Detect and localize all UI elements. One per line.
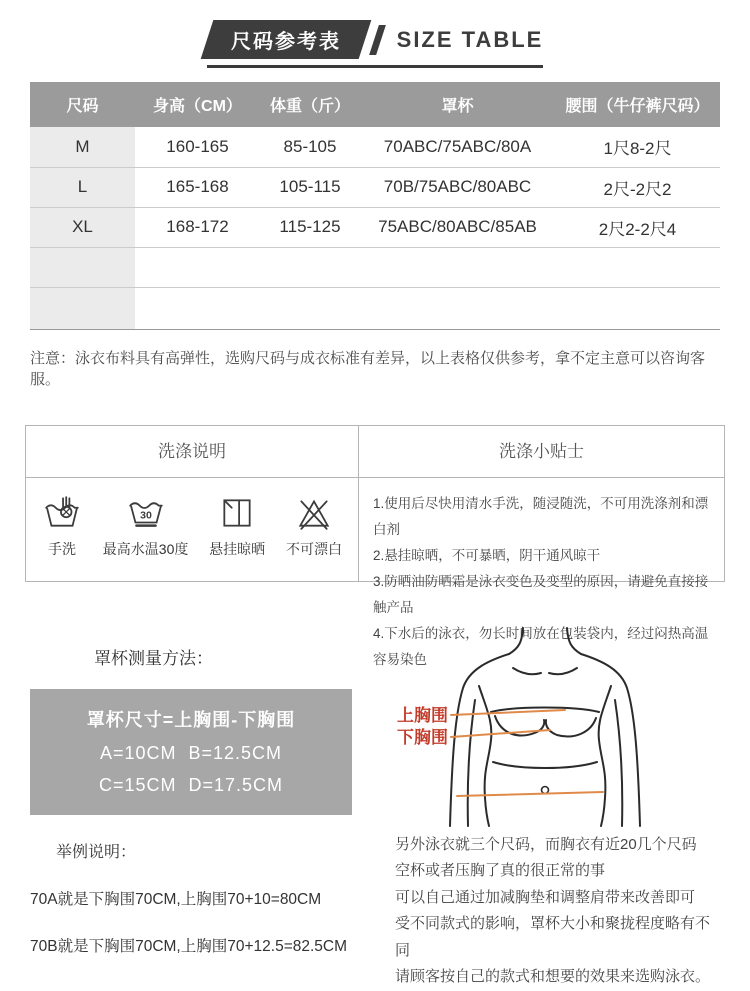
torso-diagram-icon: [395, 628, 695, 828]
bottom-notes: [395, 832, 720, 991]
tip-line: 4.下水后的泳衣，勿长时间放在包装袋内，经过闷热高温容易染色: [373, 625, 709, 667]
table-row: [30, 127, 720, 167]
lower-bust-label: 下胸围: [397, 727, 448, 747]
formula-line-cd: C=15CM D=17.5CM: [98, 774, 284, 795]
cell-height: 165-168: [135, 167, 260, 207]
waist-line: [457, 792, 603, 796]
bottom-note-line: 请顾客按自己的款式和想要的效果来选购泳衣。: [395, 968, 711, 985]
example-title: 举例说明：: [56, 843, 137, 861]
cell-cup: 75ABC/80ABC/85AB: [360, 207, 555, 247]
cell-waist: 1尺8-2尺: [555, 127, 720, 167]
cell-weight: 85-105: [260, 127, 360, 167]
col-height: 身高（CM）: [135, 82, 260, 127]
torso-figure: [395, 628, 695, 828]
formula-line-ab: A=10CM B=12.5CM: [99, 742, 283, 763]
title-badge-text: 尺码参考表: [230, 31, 341, 53]
formula-heading: 罩杯尺寸=上胸围-下胸围: [86, 709, 296, 730]
max-temp-item: [103, 494, 189, 559]
cell-weight: 115-125: [260, 207, 360, 247]
hand-wash-label: 手洗: [48, 540, 76, 557]
table-header-row: [30, 82, 720, 127]
hang-dry-label: 悬挂晾晒: [209, 540, 266, 557]
washing-icons: [26, 478, 358, 559]
table-row: [30, 207, 720, 247]
cell-waist: 2尺-2尺2: [555, 167, 720, 207]
max-temp-label: 最高水温30度: [102, 540, 189, 557]
bottom-note-line: 受不同款式的影响，罩杯大小和聚拢程度略有不同: [395, 915, 711, 959]
page-header: [0, 0, 750, 68]
hang-dry-icon: [218, 494, 256, 532]
upper-bust-label: 上胸围: [397, 705, 448, 725]
col-cup: 罩杯: [360, 82, 555, 127]
hand-wash-item: [42, 494, 82, 559]
cell-cup: 70B/75ABC/80ABC: [360, 167, 555, 207]
formula-box: [30, 689, 352, 815]
size-table: [30, 82, 720, 330]
measurement-title: 罩杯测量方法：: [94, 648, 213, 668]
tip-line: 3.防晒油防晒霜是泳衣变色及变型的原因，请避免直接接触产品: [373, 573, 709, 615]
washing-instructions-title: 洗涤说明: [26, 426, 358, 478]
page-title: SIZE TABLE: [396, 26, 544, 52]
cell-height: 160-165: [135, 127, 260, 167]
table-row: [30, 167, 720, 207]
bottom-note-line: 可以自己通过加减胸垫和调整肩带来改善即可: [395, 888, 696, 906]
slash-decoration: [369, 25, 386, 55]
no-bleach-item: [286, 494, 342, 559]
measurement-right: [395, 628, 720, 991]
measurement-section: [0, 628, 750, 991]
table-row-empty: [30, 247, 720, 287]
cell-cup: 70ABC/75ABC/80A: [360, 127, 555, 167]
cell-size: XL: [30, 207, 135, 247]
size-note: 注意：泳衣布料具有高弹性，选购尺码与成衣标准有差异，以上表格仅供参考，拿不定主意可以咨询客服。: [30, 349, 706, 388]
no-bleach-icon: [295, 494, 333, 532]
upper-bust-line: [451, 710, 565, 715]
title-group: [207, 20, 544, 68]
title-badge: [200, 20, 371, 59]
cell-weight: 105-115: [260, 167, 360, 207]
bottom-note-line: 空杯或者压胸了真的很正常的事: [395, 862, 606, 879]
col-size: 尺码: [30, 82, 135, 127]
tip-line: 1.使用后尽快用清水手洗，随浸随洗，不可用洗涤剂和漂白剂: [373, 495, 709, 537]
col-waist: 腰围（牛仔裤尺码）: [555, 82, 720, 127]
cell-size: M: [30, 127, 135, 167]
temp-value: 30: [139, 508, 152, 521]
example-line: 70A就是下胸围70CM,上胸围70+10=80CM: [30, 890, 322, 908]
table-row-empty: [30, 287, 720, 329]
cell-height: 168-172: [135, 207, 260, 247]
example-line: 70B就是下胸围70CM,上胸围70+12.5=82.5CM: [30, 937, 348, 955]
washing-tips: [359, 426, 724, 667]
bottom-note-line: 另外泳衣就三个尺码，而胸衣有近20几个尺码: [395, 835, 697, 853]
max-temp-30-icon: [126, 494, 166, 532]
cell-size: L: [30, 167, 135, 207]
no-bleach-label: 不可漂白: [285, 540, 342, 557]
tip-line: 2.悬挂晾晒，不可暴晒，阴干通风晾干: [373, 547, 601, 563]
col-weight: 体重（斤）: [260, 82, 360, 127]
hang-dry-item: [209, 494, 265, 559]
washing-tips-title: 洗涤小贴士: [359, 426, 724, 478]
cell-waist: 2尺2-2尺4: [555, 207, 720, 247]
measurement-left: [0, 628, 395, 991]
washing-instructions: [26, 426, 359, 581]
hand-wash-icon: [42, 494, 82, 532]
